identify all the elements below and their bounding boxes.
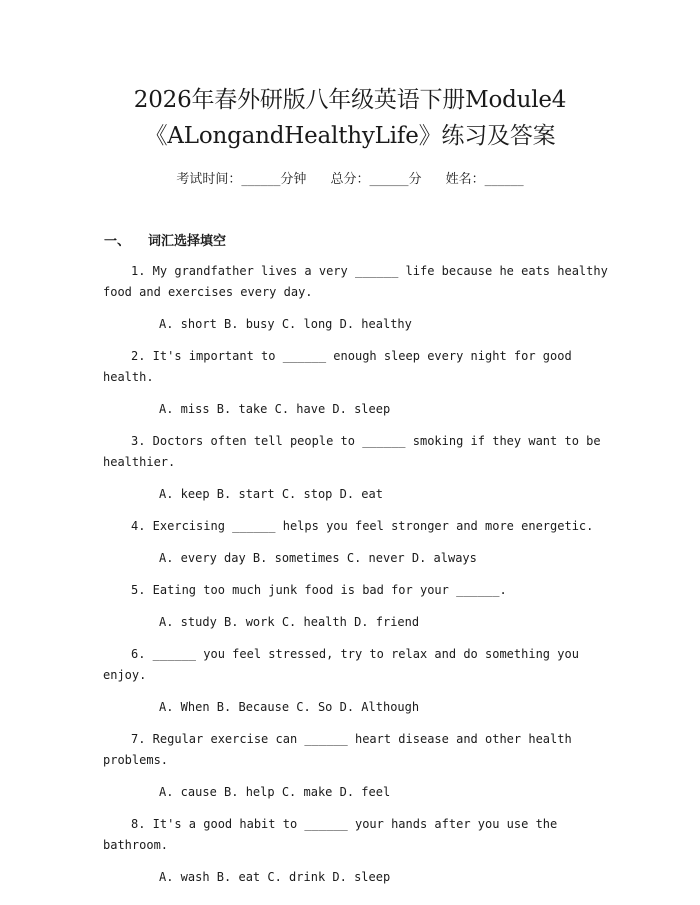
section-number: 一、 — [104, 234, 131, 249]
question-stem: 5. Eating too much junk food is bad for your ______. — [131, 583, 507, 597]
exam-score: 总分：______分 — [330, 172, 422, 187]
question-options: A. miss B. take C. have D. sleep — [159, 402, 391, 416]
question-stem: 2. It's important to ______ enough sleep every night for good health. — [103, 349, 579, 384]
question-options: A. wash B. eat C. drink D. sleep — [159, 870, 391, 884]
title-line-1: 2026年春外研版八年级英语下册Module4 — [133, 87, 567, 113]
question-options: A. every day B. sometimes C. never D. always — [159, 551, 477, 565]
question-stem: 1. My grandfather lives a very ______ life because he eats healthy food and exercises every day. — [103, 264, 616, 299]
question-options: A. When B. Because C. So D. Although — [159, 700, 420, 714]
section-title: 词汇选择填空 — [148, 234, 227, 249]
question-options: A. keep B. start C. stop D. eat — [159, 487, 383, 501]
question-list — [103, 261, 616, 899]
document-title — [0, 82, 700, 154]
question-stem: 4. Exercising ______ helps you feel stronger and more energetic. — [131, 519, 594, 533]
question-options: A. cause B. help C. make D. feel — [159, 785, 391, 799]
question-stem: 3. Doctors often tell people to ______ smoking if they want to be healthier. — [103, 434, 608, 469]
question-options: A. short B. busy C. long D. healthy — [159, 317, 412, 331]
exam-meta — [0, 168, 700, 187]
exam-time: 考试时间：______分钟 — [176, 172, 307, 187]
question-stem: 7. Regular exercise can ______ heart disease and other health problems. — [103, 732, 579, 767]
title-line-2: 《ALongandHealthyLife》练习及答案 — [144, 123, 556, 149]
question-options: A. study B. work C. health D. friend — [159, 615, 420, 629]
question-stem: 8. It's a good habit to ______ your hands after you use the bathroom. — [103, 817, 565, 852]
question-stem: 6. ______ you feel stressed, try to relax and do something you enjoy. — [103, 647, 587, 682]
section-heading — [104, 230, 226, 249]
exam-name: 姓名：______ — [445, 172, 524, 187]
